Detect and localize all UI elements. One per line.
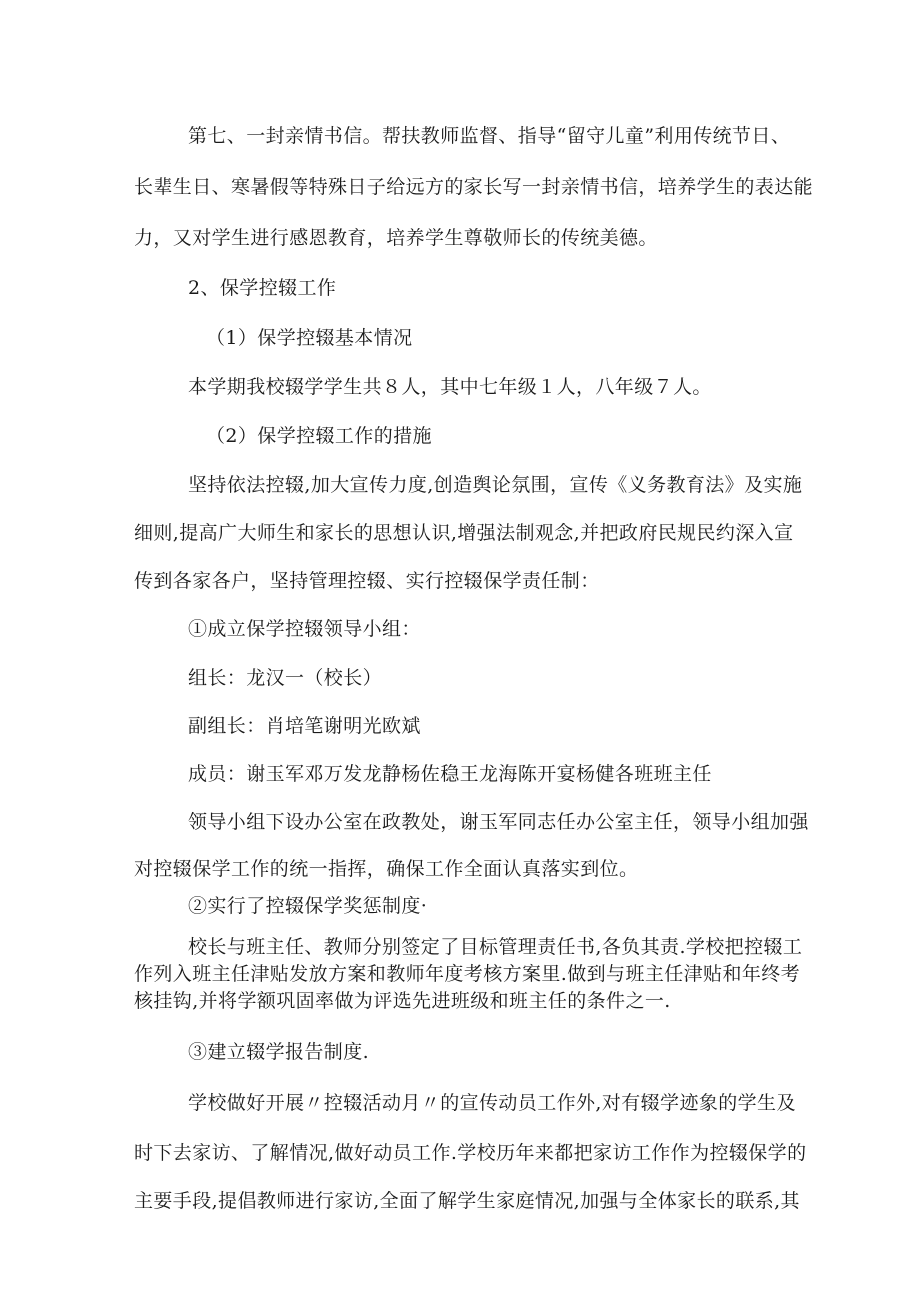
paragraph-line: 力，又对学生进行感恩教育，培养学生尊敬师长的传统美德。 <box>134 227 658 249</box>
subsection-heading: （2）保学控辍工作的措施 <box>206 425 432 447</box>
paragraph-line: 本学期我校辍学学生共８人，其中七年级１人，八年级７人。 <box>188 376 712 398</box>
paragraph-line: 核挂钩,并将学额巩固率做为评选先进班级和班主任的条件之一. <box>134 990 671 1012</box>
paragraph-line: 细则,提高广大师生和家长的思想认识,增强法制观念,并把政府民规民约深入宣 <box>134 522 794 544</box>
paragraph-line: 学校做好开展〃控辍活动月〃的宣传动员工作外,对有辍学迹象的学生及 <box>188 1092 796 1114</box>
list-item: ②实行了控辍保学奖惩制度· <box>188 895 428 917</box>
paragraph-line: 校长与班主任、教师分别签定了目标管理责任书,各负其责.学校把控辍工 <box>188 936 803 958</box>
list-item: 组长：龙汉一（校长） <box>188 667 383 689</box>
list-item: ③建立辍学报告制度. <box>188 1041 370 1063</box>
list-item: 成员：谢玉军邓万发龙静杨佐稳王龙海陈开宴杨健各班班主任 <box>188 763 712 785</box>
paragraph-line: 长辈生日、寒暑假等特殊日子给远方的家长写一封亲情书信，培养学生的表达能 <box>134 176 814 198</box>
list-item: ①成立保学控辍领导小组： <box>188 618 421 640</box>
subsection-heading: （1）保学控辍基本情况 <box>206 327 413 349</box>
section-heading: 2、保学控辍工作 <box>188 277 337 299</box>
paragraph-line: 时下去家访、了解情况,做好动员工作.学校历年来都把家访工作作为控辍保学的 <box>134 1142 807 1164</box>
paragraph-line: 领导小组下设办公室在政教处，谢玉军同志任办公室主任，领导小组加强 <box>188 811 809 833</box>
paragraph-line: 对控辍保学工作的统一指挥，确保工作全面认真落实到位。 <box>134 858 639 880</box>
paragraph-line: 第七、一封亲情书信。帮扶教师监督、指导“留守儿童”利用传统节日、 <box>188 125 791 147</box>
paragraph-line: 传到各家各户，坚持管理控辍、实行控辍保学责任制： <box>134 570 600 592</box>
paragraph-line: 作列入班主任津贴发放方案和教师年度考核方案里.做到与班主任津贴和年终考 <box>134 963 801 985</box>
list-item: 副组长：肖培笔谢明光欧斌 <box>188 715 421 737</box>
paragraph-line: 主要手段,提倡教师进行家访,全面了解学生家庭情况,加强与全体家长的联系,其 <box>134 1190 800 1212</box>
paragraph-line: 坚持依法控辍,加大宣传力度,创造舆论氛围，宣传《义务教育法》及实施 <box>188 474 803 496</box>
